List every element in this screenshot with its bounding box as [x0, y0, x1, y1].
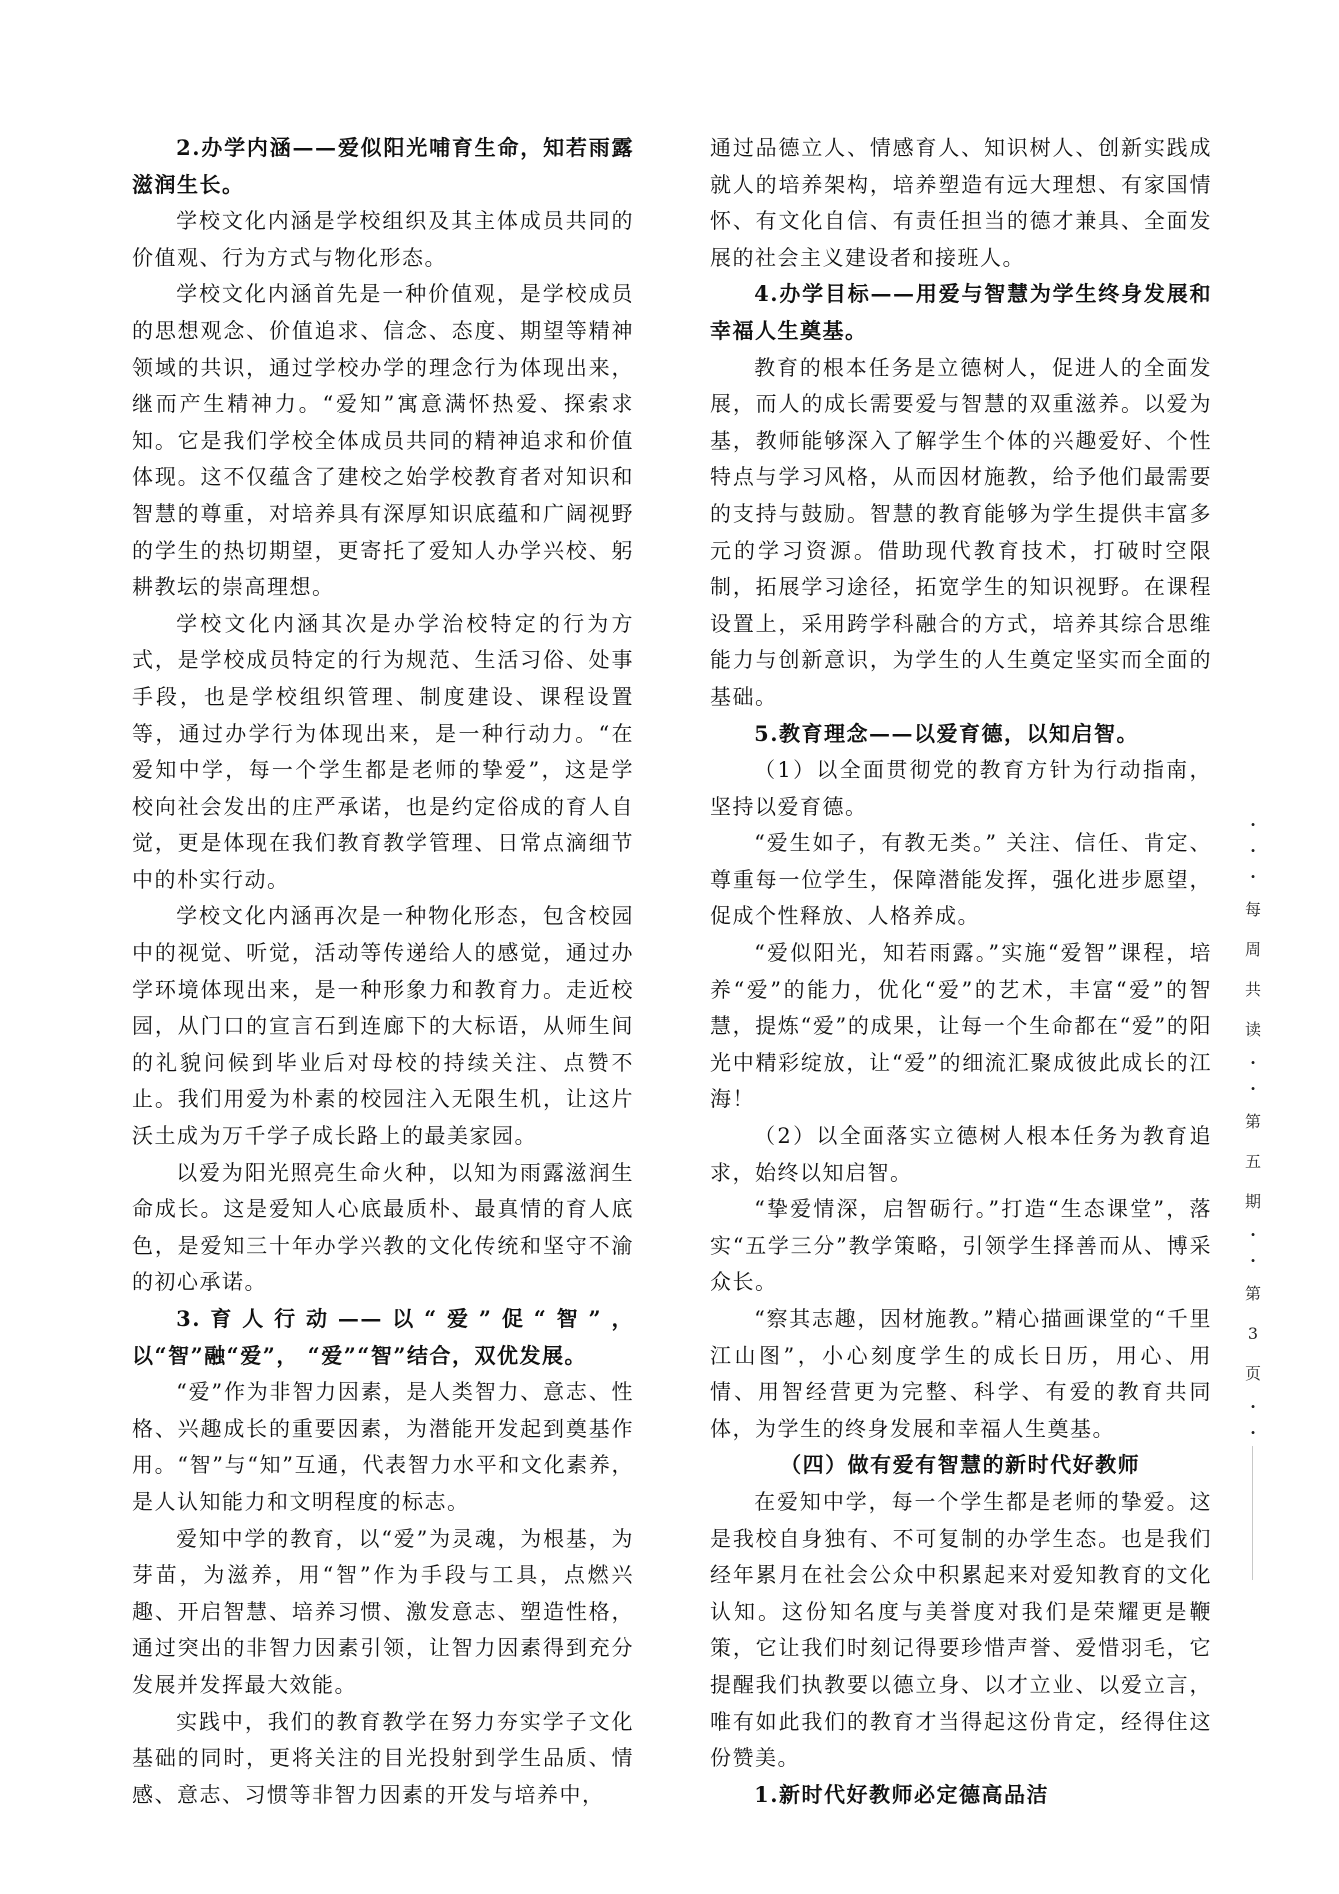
paragraph: “察其志趣，因材施教。”精心描画课堂的“千里江山图”，小心刻度学生的成长日历，用心、用情、用智经营更为完整、科学、有爱的教育共同体，为学生的终身发展和幸福人生奠基。: [710, 1307, 1212, 1441]
dot-separator: ·: [1250, 1423, 1256, 1442]
page-number: 3: [1247, 1324, 1259, 1343]
left-column: [132, 130, 634, 1813]
side-label: [1238, 812, 1268, 1446]
paragraph: 实践中，我们的教育教学在努力夯实学子文化基础的同时，更将关注的目光投射到学生品质、情感、意志、习惯等非智力因素的开发与培养中，: [132, 1709, 634, 1807]
side-char: 共: [1244, 980, 1261, 999]
paragraph: 4.办学目标——用爱与智慧为学生终身发展和幸福人生奠基。: [710, 281, 1212, 343]
paragraph: 学校文化内涵首先是一种价值观，是学校成员的思想观念、价值追求、信念、态度、期望等精神领域的共识，通过学校办学的理念行为体现出来，继而产生精神力。“爱知”寓意满怀热爱、探索求知。它是我们学校全体成员共同的精神追求和价值体现。这不仅蕴含了建校之始学校教育者对知识和智慧的尊重，对培养具有深厚知识底蕴和广阔视野的学生的热切期望，更寄托了爱知人办学兴校、躬耕教坛的崇高理想。: [132, 282, 634, 600]
paragraph: 学校文化内涵是学校组织及其主体成员共同的价值观、行为方式与物化形态。: [132, 209, 634, 270]
dot-separator: ·: [1250, 841, 1256, 860]
paragraph: 在爱知中学，每一个学生都是老师的挚爱。这是我校自身独有、不可复制的办学生态。也是我们经年累月在社会公众中积累起来对爱知教育的文化认知。这份知名度与美誉度对我们是荣耀更是鞭策，它让我们时刻记得要珍惜声誉、爱惜羽毛，它提醒我们执教要以德立身、以才立业、以爱立言，唯有如此我们的教育才当得起这份肯定，经得住这份赞美。: [710, 1489, 1212, 1771]
dot-separator: ·: [1250, 867, 1256, 886]
paragraph: （2）以全面落实立德树人根本任务为教育追求，始终以知启智。: [710, 1124, 1212, 1185]
side-char: 第: [1244, 1112, 1261, 1131]
paragraph: “爱”作为非智力因素，是人类智力、意志、性格、兴趣成长的重要因素，为潜能开发起到奠基作用。“智”与“知”互通，代表智力水平和文化素养，是人认知能力和文明程度的标志。: [132, 1380, 634, 1514]
paragraph: 通过品德立人、情感育人、知识树人、创新实践成就人的培养架构，培养塑造有远大理想、有家国情怀、有文化自信、有责任担当的德才兼具、全面发展的社会主义建设者和接班人。: [710, 136, 1212, 270]
paragraph: 2.办学内涵——爱似阳光哺育生命，知若雨露滋润生长。: [132, 135, 634, 197]
paragraph: 3.育人行动——以“爱”促“智”，以“智”融“爱”， “爱”“智”结合，双优发展。: [132, 1306, 634, 1368]
dot-separator: ·: [1250, 1053, 1256, 1072]
dot-separator: ·: [1250, 1397, 1256, 1416]
paragraph: “爱似阳光，知若雨露。”实施“爱智”课程，培养“爱”的能力，优化“爱”的艺术，丰富“爱”的智慧，提炼“爱”的成果，让每一个生命都在“爱”的阳光中精彩绽放，让“爱”的细流汇聚成彼此成长的江海！: [710, 941, 1212, 1112]
dot-separator: ·: [1250, 1251, 1256, 1270]
paragraph: 学校文化内涵其次是办学治校特定的行为方式，是学校成员特定的行为规范、生活习俗、处事手段，也是学校组织管理、制度建设、课程设置等，通过办学行为体现出来，是一种行动力。“在爱知中学，每一个学生都是老师的挚爱”，这是学校向社会发出的庄严承诺，也是约定俗成的育人自觉，更是体现在我们教育教学管理、日常点滴细节中的朴实行动。: [132, 611, 634, 892]
dot-separator: ·: [1250, 815, 1256, 834]
dot-separator: ·: [1250, 1225, 1256, 1244]
side-char: 期: [1244, 1192, 1261, 1211]
paragraph: “挚爱情深，启智砺行。”打造“生态课堂”，落实“五学三分”教学策略，引领学生择善而从、博采众长。: [710, 1197, 1212, 1295]
paragraph: 教育的根本任务是立德树人，促进人的全面发展，而人的成长需要爱与智慧的双重滋养。以爱为基，教师能够深入了解学生个体的兴趣爱好、个性特点与学习风格，从而因材施教，给予他们最需要的支持与鼓励。智慧的教育能够为学生提供丰富多元的学习资源。借助现代教育技术，打破时空限制，拓展学习途径，拓宽学生的知识视野。在课程设置上，采用跨学科融合的方式，培养其综合思维能力与创新意识，为学生的人生奠定坚实而全面的基础。: [710, 355, 1212, 709]
dot-separator: ·: [1250, 1079, 1256, 1098]
paragraph: 以爱为阳光照亮生命火种，以知为雨露滋润生命成长。这是爱知人心底最质朴、最真情的育人底色，是爱知三十年办学兴教的文化传统和坚守不渝的初心承诺。: [132, 1160, 634, 1295]
side-char: 页: [1244, 1364, 1261, 1383]
side-char: 读: [1244, 1020, 1261, 1039]
side-char: 周: [1244, 940, 1261, 959]
side-char: 第: [1244, 1284, 1261, 1303]
paragraph: “爱生如子，有教无类。” 关注、信任、肯定、尊重每一位学生，保障潜能发挥，强化进步愿望，促成个性释放、人格养成。: [710, 831, 1212, 929]
paragraph: （1）以全面贯彻党的教育方针为行动指南，坚持以爱育德。: [710, 758, 1212, 819]
paragraph: 学校文化内涵再次是一种物化形态，包含校园中的视觉、听觉，活动等传递给人的感觉，通过办学环境体现出来，是一种形象力和教育力。走近校园，从门口的宣言石到连廊下的大标语，从师生间的礼貌问候到毕业后对母校的持续关注、点赞不止。我们用爱为朴素的校园注入无限生机，让这片沃土成为万千学子成长路上的最美家园。: [132, 904, 634, 1149]
right-column: [710, 130, 1212, 1813]
paragraph: 1.新时代好教师必定德高品洁: [754, 1781, 1050, 1807]
section-heading: （四）做有爱有智慧的新时代好教师: [780, 1452, 1141, 1478]
side-char: 五: [1244, 1152, 1261, 1171]
paragraph: 5.教育理念——以爱育德，以知启智。: [754, 720, 1140, 746]
side-char: 每: [1244, 900, 1261, 919]
paragraph: 爱知中学的教育，以“爱”为灵魂，为根基，为芽苗，为滋养，用“智”作为手段与工具，点燃兴趣、开启智慧、培养习惯、激发意志、塑造性格，通过突出的非智力因素引领，让智力因素得到充分发展并发挥最大效能。: [132, 1526, 634, 1697]
